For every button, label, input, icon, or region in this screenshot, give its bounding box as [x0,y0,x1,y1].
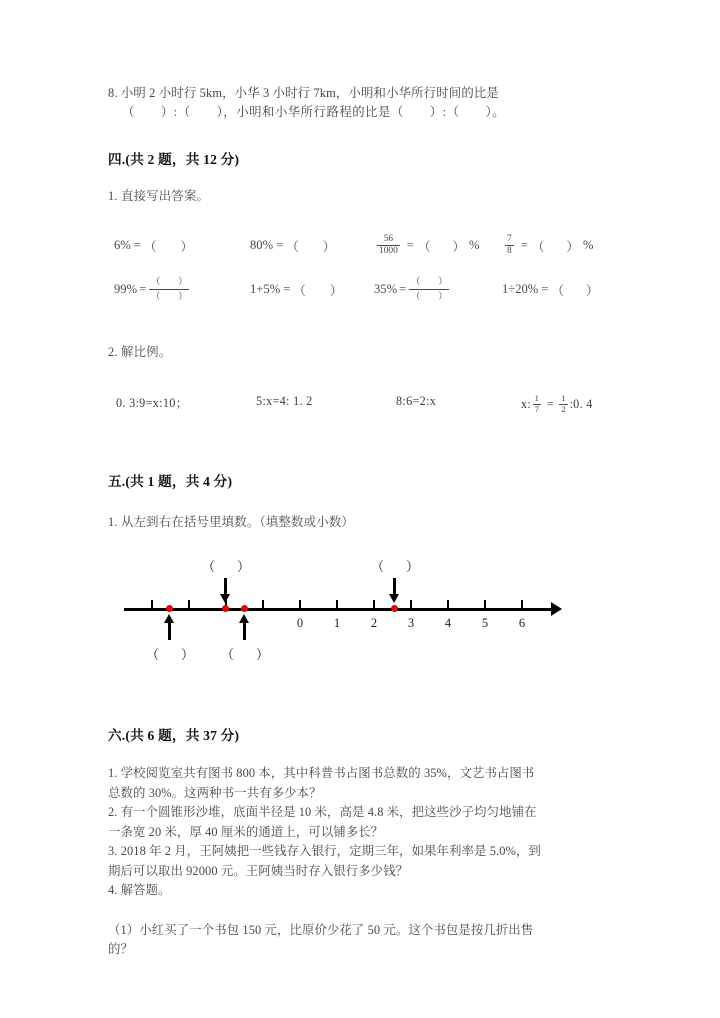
tick-label-2: 2 [370,616,378,631]
proportion-2: 5:x=4: 1. 2 [256,394,313,409]
axis-tick [262,600,264,609]
question-8-line1: 8. 小明 2 小时行 5km，小华 3 小时行 7km，小明和小华所行时间的比是 [108,86,499,100]
exercise-6-percent: 6% = （ ） [114,237,194,254]
number-line-figure [108,552,612,670]
exercise-80-percent: 80% = （ ） [250,237,336,254]
sub-problem-1-line-1: （1）小红买了一个书包 150 元，比原价少花了 50 元。这个书包是按几折出售 [108,922,534,937]
problem-2-line-2: 一条宽 20 米，厚 40 厘米的通道上，可以铺多长？ [108,824,384,839]
tick-label-3: 3 [407,616,415,631]
axis-tick [188,600,190,609]
problem-1-line-1: 1. 学校阅览室共有图书 800 本，其中科普书占图书总数的 35%，文艺书占图书 [108,766,535,781]
axis-tick [521,600,523,609]
section-6-problems [108,764,612,901]
answer-blank-bottom-1[interactable]: （ ） [145,647,195,663]
axis-tick [447,600,449,609]
exercise-1-div-20-percent: 1÷20% = （ ） [502,281,599,298]
sub-problem-1-line-2: 的？ [108,942,133,957]
exercise-1-plus-5-percent: 1+5% = （ ） [250,281,343,298]
exercise-7-over-8: $\frac{7}{8}$ = （ ） % [507,234,594,256]
exercise-99-percent: 99% = （ ） （ ） [114,276,188,301]
percent-conversion-row-2 [108,276,612,302]
proportion-4: x: $\frac{1}{7}$ = $\frac{1}{2}$ :0. 4 [521,393,593,414]
tick-label-4: 4 [444,616,452,631]
content-column [108,84,612,960]
fraction-blank-99: （ ） （ ） [151,276,188,301]
marked-point [166,605,173,612]
proportion-exercises-row [108,394,612,414]
answer-blank-top-1[interactable]: （ ） [201,559,251,575]
axis-tick [410,600,412,609]
percent-conversion-row-1 [108,234,612,256]
axis-tick [151,600,153,609]
section-5-heading: 五.(共 1 题，共 4 分) [108,474,233,490]
problem-3-line-2: 期后可以取出 92000 元。王阿姨当时存入银行多少钱？ [108,863,409,878]
tick-label-6: 6 [518,616,526,631]
question-8-line2: （ ）:（ ），小明和小华所行路程的比是（ ）:（ ）。 [122,105,506,119]
marked-point [391,605,398,612]
section-4-question-1-label: 1. 直接写出答案。 [108,189,210,203]
exercise-35-percent: 35% = （ ） （ ） [374,276,448,301]
proportion-3: 8:6=2:x [396,394,437,409]
fraction-56-1000: $\frac{56}{1000}$ [379,234,398,256]
problem-2-line-1: 2. 有一个圆锥形沙堆，底面半径是 10 米，高是 4.8 米，把这些沙子均匀地铺在 [108,805,537,820]
section-6-heading: 六.(共 6 题，共 37 分) [108,728,240,744]
marked-point [222,605,229,612]
answer-blank-bottom-2[interactable]: （ ） [220,647,270,663]
problem-4-label: 4. 解答题。 [108,883,171,898]
axis-tick [484,600,486,609]
fraction-1-2: $\frac{1}{2}$ [561,393,566,414]
fraction-blank-35: （ ） （ ） [411,276,448,301]
section-5-question-1-label: 1. 从左到右在括号里填数。（填整数或小数） [108,515,355,530]
answer-blank-top-2[interactable]: （ ） [370,559,420,575]
axis-arrow-icon [551,602,562,616]
exercise-56-over-1000: $\frac{56}{1000}$ = （ ） % [379,234,480,256]
pointer-arrow-up-icon [164,614,175,640]
axis-tick [336,600,338,609]
section-4-heading: 四.(共 2 题，共 12 分) [108,152,240,167]
fraction-7-8: $\frac{7}{8}$ [507,234,512,256]
question-8 [108,84,612,122]
axis-tick [373,600,375,609]
tick-label-1: 1 [333,616,341,631]
section-6-sub-problem-1 [108,921,612,960]
pointer-arrow-up-icon [239,614,250,640]
axis-tick [299,600,301,609]
fraction-1-7: $\frac{1}{7}$ [534,393,540,414]
pointer-arrow-down-icon [389,578,400,604]
tick-label-0: 0 [296,616,304,631]
pointer-arrow-down-icon [220,578,231,604]
proportion-1: 0. 3:9=x:10； [116,396,189,411]
section-4-question-2-label: 2. 解比例。 [108,345,172,360]
marked-point [241,605,248,612]
problem-1-line-2: 总数的 30%。这两种书一共有多少本？ [108,785,322,800]
tick-label-5: 5 [481,616,489,631]
problem-3-line-1: 3. 2018 年 2 月，王阿姨把一些钱存入银行，定期三年，如果年利率是 5.0%，到 [108,844,541,859]
